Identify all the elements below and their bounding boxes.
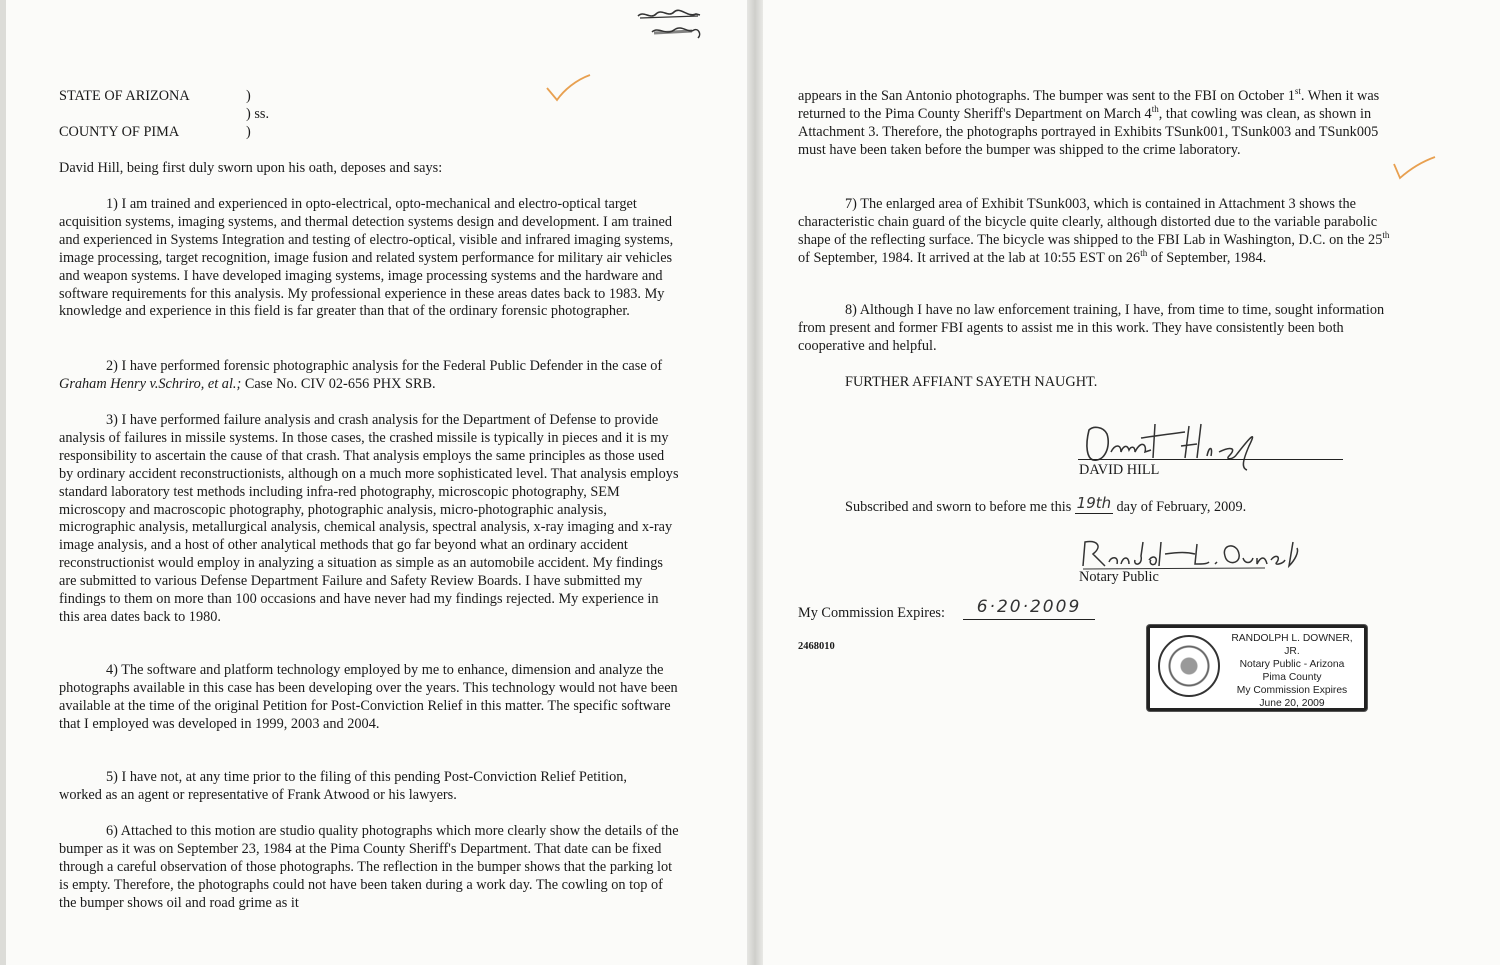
- paragraph-3: 3) I have performed failure analysis and crash analysis for the Department of Defense to provide analysis of failures in missile systems. In those cases, the crashed missile is typically in pieces and it is my responsibility to ascertain the cause of that crash. That analysis employs the same principles as those used by ordinary accident reconstructionists, although on a much more sophisticated level. That analysis employs standard laboratory test methods including infra-red photography, microscopic photography, SEM microscopy and macroscopic photography, photographic analysis, micro-photographic analysis, micrographic analysis, metallurgical analysis, chemical analysis, spectral analysis, x-ray imaging and x-ray image analysis, and a host of other analytical methods that go far beyond what an ordinary accident reconstructionist would employ in analyzing a situation as simple as an automobile accident. My findings are submitted to various Defense Department Failure and Safety Review Boards. I have submitted my findings to them on more than 100 occasions and have never had my findings rejected. My experience in this area dates back to 1980.: [59, 412, 679, 625]
- case-number: Case No. CIV 02-656 PHX SRB.: [241, 375, 436, 392]
- caption-paren: ): [246, 124, 251, 140]
- jurat-day-handwritten: 19th: [1076, 494, 1112, 512]
- stamp-expiry-date: June 20, 2009: [1259, 698, 1325, 709]
- stamp-notary-name: RANDOLPH L. DOWNER, JR.: [1231, 633, 1353, 657]
- cont-text-b: . When it was returned to the Pima County Sheriff's Department on March 4: [798, 88, 1380, 122]
- state-seal-icon: [1158, 635, 1220, 697]
- closing-statement: FURTHER AFFIANT SAYETH NAUGHT.: [845, 374, 1098, 390]
- ordinal-sup: th: [1382, 230, 1390, 241]
- p7-text-a: 7) The enlarged area of Exhibit TSunk003, which is contained in Attachment 3 shows the characteristic chain guard of the bicycle quite clearly, although distorted due to the variable parabolic shape of the reflecting surface. The bicycle was shipped to the FBI Lab in Washington, D.C. on the 25: [798, 196, 1383, 248]
- notary-public-label: Notary Public: [1079, 569, 1159, 585]
- cont-text-a: appears in the San Antonio photographs. The bumper was sent to the FBI on October 1: [798, 88, 1295, 104]
- jurat-text-b: day of February, 2009.: [1116, 499, 1247, 515]
- jurat-line: [845, 494, 1247, 517]
- ordinal-sup: th: [1151, 104, 1159, 115]
- county-label: COUNTY OF PIMA: [59, 124, 180, 140]
- ordinal-sup: st: [1294, 86, 1301, 97]
- paragraph-4: 4) The software and platform technology employed by me to enhance, dimension and analyze the photographs available in this case has been developing over the years. This technology would not have been available at the time of the original Petition for Post-Conviction Relief in this matter. The specific software that I employed was developed in 1999, 2003 and 2004.: [59, 662, 678, 732]
- stamp-county: Pima County: [1262, 672, 1322, 683]
- notary-seal-stamp: [1147, 625, 1367, 711]
- intro-line: David Hill, being first duly sworn upon his oath, deposes and says:: [59, 160, 443, 176]
- page-gutter: [747, 0, 763, 965]
- p7-text-b: of September, 1984. It arrived at the lab at 10:55 EST on 26: [798, 249, 1141, 266]
- paragraph-6: 6) Attached to this motion are studio quality photographs which more clearly show the details of the bumper as it was on September 23, 1984 at the Pima County Sheriff's Department. That date can be fixed through a careful observation of those photographs. The reflection in the bumper shows that the parking lot is empty. Therefore, the photographs could not have been taken during a work day. The cowling on top of the bumper shows oil and road grime as it: [59, 823, 679, 911]
- state-label: STATE OF ARIZONA: [59, 88, 190, 104]
- paragraph-8: 8) Although I have no law enforcement training, I have, from time to time, sought information from present and former FBI agents to assist me in this work. They have consistently been both cooperative and helpful.: [798, 302, 1385, 354]
- ordinal-sup: th: [1140, 247, 1148, 258]
- cont-text-c: , that cowling was clean, as shown in Attachment 3. Therefore, the photographs portrayed in Exhibits TSunk001, TSunk003 and TSunk005 must have been taken before the bumper was shipped to the crime laboratory.: [798, 105, 1379, 158]
- stamp-text: [1224, 632, 1360, 710]
- caption-ss: ) ss.: [246, 106, 270, 122]
- checkmark-icon: [1391, 154, 1437, 184]
- venue-caption: [59, 88, 319, 148]
- jurat-text-a: Subscribed and sworn to before me this: [845, 499, 1072, 515]
- commission-expires-label: My Commission Expires:: [798, 605, 945, 621]
- p7-text-c: of September, 1984.: [1147, 249, 1267, 266]
- paragraph-7: [798, 196, 1404, 268]
- affidavit-page-right: [763, 0, 1500, 965]
- paragraph-1: 1) I am trained and experienced in opto-electrical, opto-mechanical and electro-optical target acquisition systems, imaging systems, and thermal detection systems design and development. I am trained and experienced in Systems Integration and testing of electro-optical, visible and infrared imaging systems, image processing, target recognition, image fusion and related system performance for military air vehicles and weapon systems. I have developed imaging systems, image processing systems and the hardware and software requirements for this analysis. My professional experience in these areas dates back to 1983. My knowledge and experience in this field is far greater than that of the ordinary forensic photographer.: [59, 196, 674, 320]
- signature-line: [1078, 459, 1343, 460]
- paragraph-2: [59, 358, 681, 394]
- stamp-expiry-label: My Commission Expires: [1236, 685, 1348, 696]
- paragraph-2-text: 2) I have performed forensic photographic analysis for the Federal Public Defender in the case of: [106, 358, 663, 374]
- commission-expires-line: [798, 605, 945, 623]
- document-number: 2468010: [798, 641, 835, 652]
- caption-paren: ): [246, 88, 251, 104]
- stamp-title: Notary Public - Arizona: [1239, 659, 1345, 670]
- case-name: Graham Henry v.Schriro, et al.;: [59, 375, 242, 392]
- paragraph-6-continued: [798, 88, 1404, 160]
- affiant-name: DAVID HILL: [1079, 462, 1160, 478]
- commission-date-handwritten: 6·20·2009: [963, 597, 1095, 620]
- handwritten-scribble-mark: [634, 6, 706, 42]
- checkmark-icon: [544, 72, 594, 104]
- paragraph-5: 5) I have not, at any time prior to the filing of this pending Post-Conviction Relief Petition, worked as an agent or representative of Frank Atwood or his lawyers.: [59, 769, 627, 803]
- affidavit-page-left: [6, 0, 747, 965]
